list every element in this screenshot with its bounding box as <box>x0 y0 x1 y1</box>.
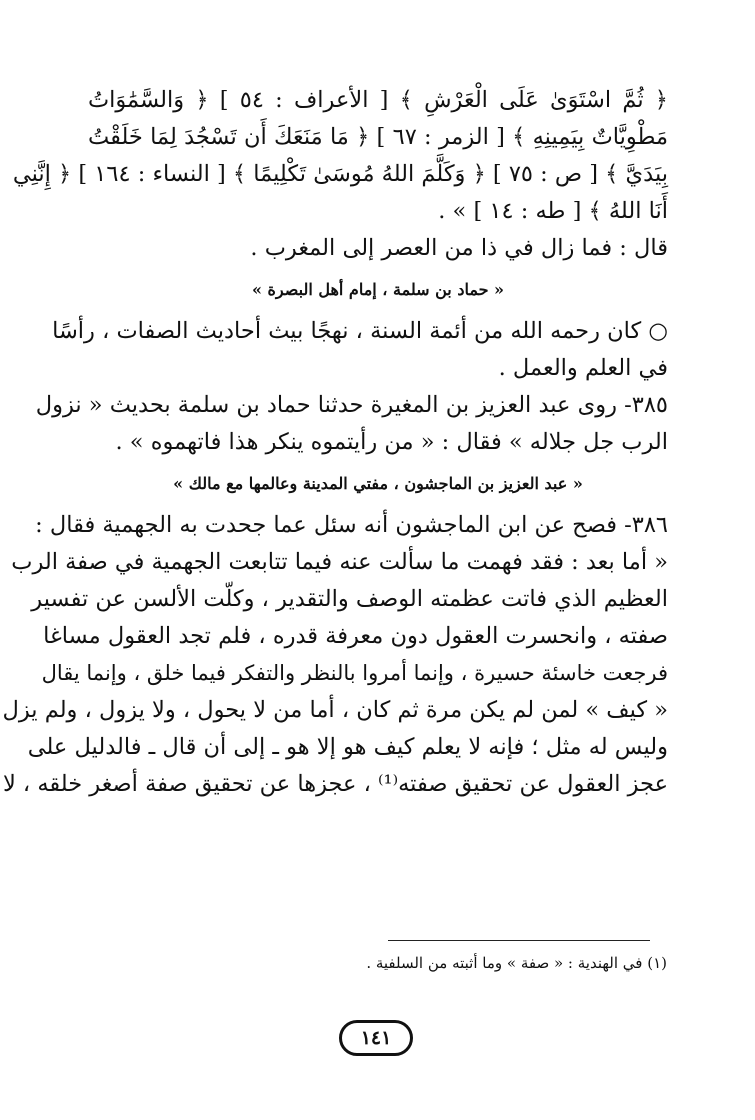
verse-line-1: ﴿ ثُمَّ اسْتَوَىٰ عَلَى الْعَرْشِ ﴾ [ الأعراف : ٥٤ ] ﴿ وَالسَّمَٰوَاتُ <box>88 87 668 113</box>
paragraph-line: ٣٨٥- روى عبد العزيز بن المغيرة حدثنا حماد بن سلمة بحديث « نزول <box>35 392 668 418</box>
paragraph-line: « كيف » لمن لم يكن مرة ثم كان ، أما من لا يحول ، ولا يزول ، ولم يزل <box>2 697 668 723</box>
footnote: (١) في الهندية : « صفة » وما أثبته من السلفية . <box>366 954 667 972</box>
text-line-5: قال : فما زال في ذا من العصر إلى المغرب . <box>250 235 668 261</box>
section-heading-majishun: « عبد العزيز بن الماجشون ، مفتي المدينة وعالمها مع مالك » <box>173 474 583 493</box>
verse-line-2: مَطْوِيَّاتٌ بِيَمِينِهِ ﴾ [ الزمر : ٦٧ ] ﴿ مَا مَنَعَكَ أَن تَسْجُدَ لِمَا خَلَقْتُ <box>88 124 669 150</box>
paragraph-line: وليس له مثل ؛ فإنه لا يعلم كيف هو إلا هو ـ إلى أن قال ـ فالدليل على <box>27 734 668 760</box>
paragraph-line: ٣٨٦- فصح عن ابن الماجشون أنه سئل عما جحدت به الجهمية فقال : <box>35 512 668 538</box>
paragraph-line: الرب جل جلاله » فقال : « من رأيتموه ينكر هذا فاتهموه » . <box>115 429 668 455</box>
paragraph-line: في العلم والعمل . <box>498 355 668 381</box>
page-number-badge <box>339 1020 413 1056</box>
verse-line-4: أَنَا اللهُ ﴾ [ طه : ١٤ ] » . <box>438 198 668 224</box>
footnote-divider <box>388 940 650 941</box>
section-heading-hammad: « حماد بن سلمة ، إمام أهل البصرة » <box>251 280 505 299</box>
paragraph-line: صفته ، وانحسرت العقول دون معرفة قدره ، فلم تجد العقول مساغا <box>43 623 668 649</box>
main-text-column <box>2 82 669 803</box>
page-number: ١٤١ <box>360 1027 392 1049</box>
verse-line-3: بِيَدَيَّ ﴾ [ ص : ٧٥ ] ﴿ وَكَلَّمَ اللهُ مُوسَىٰ تَكْلِيمًا ﴾ [ النساء : ١٦٤ ] ﴿ إِنَّنِي <box>12 161 668 187</box>
paragraph-line: فرجعت خاسئة حسيرة ، وإنما أمروا بالنظر والتفكر فيما خلق ، وإنما يقال <box>41 661 668 685</box>
paragraph-line: عجز العقول عن تحقيق صفته⁽¹⁾ ، عجزها عن تحقيق صفة أصغر خلقه ، لا <box>2 771 668 797</box>
paragraph-line: العظيم الذي فاتت عظمته الوصف والتقدير ، وكلّت الألسن عن تفسير <box>31 586 668 612</box>
paragraph-line: « أما بعد : فقد فهمت ما سألت عنه فيما تتابعت الجهمية في صفة الرب <box>11 549 668 575</box>
paragraph-line: ○ كان رحمه الله من أئمة السنة ، نهجًا بيث أحاديث الصفات ، رأسًا <box>52 318 668 344</box>
